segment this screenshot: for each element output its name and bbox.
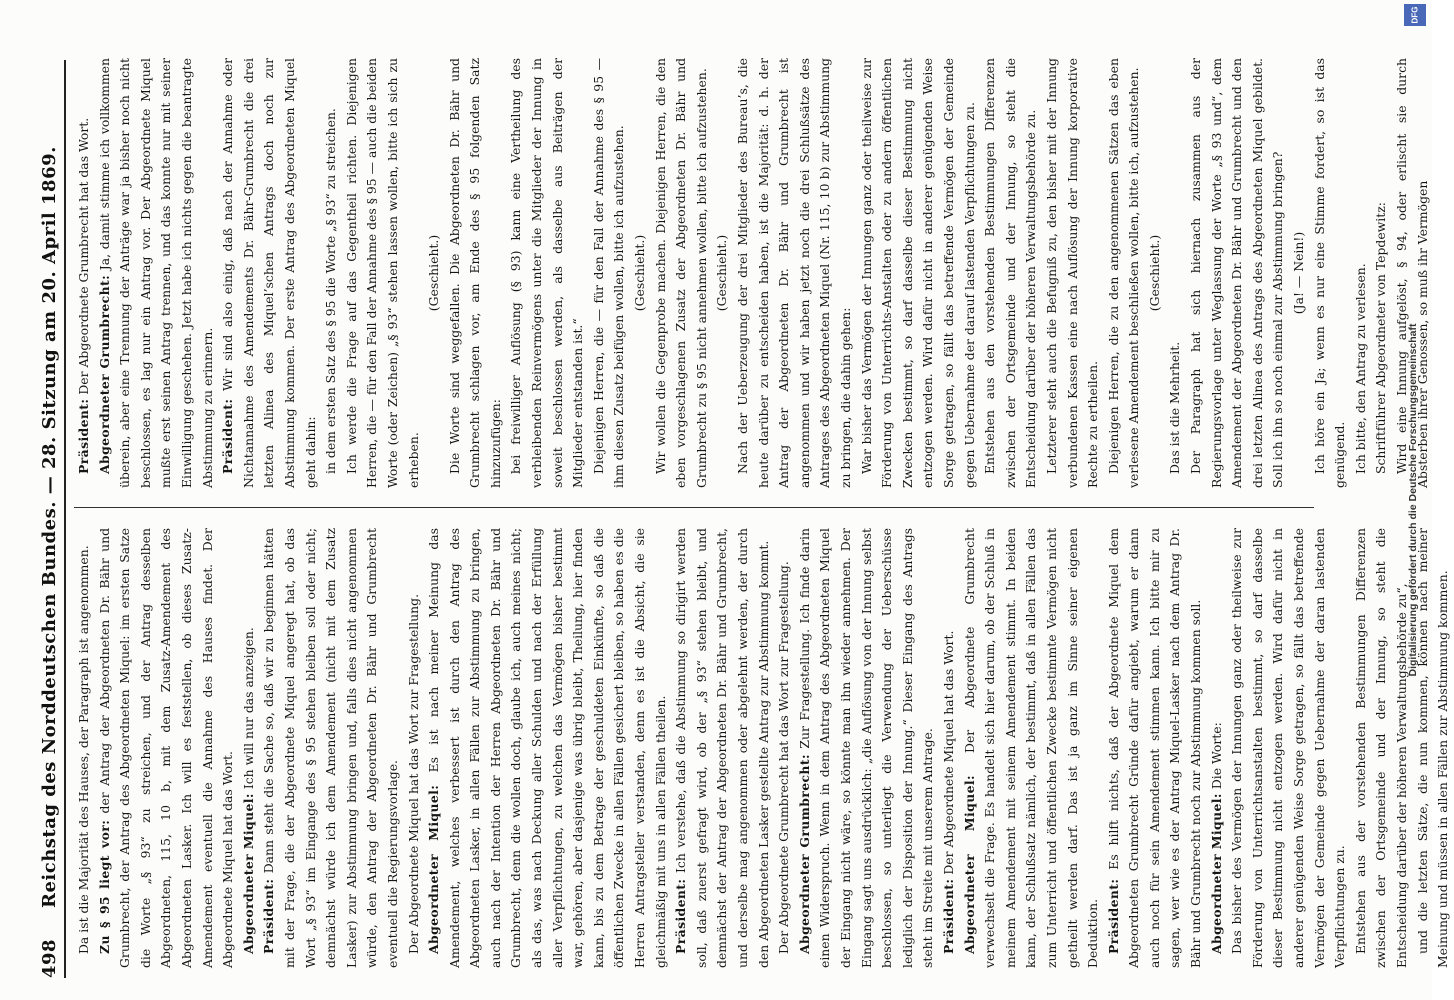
right-column-paragraph: Diejenigen Herren, die zu den angenommenen Sätzen das eben verlesene Amendement beschließen wollen, bitte ich, aufzustehen.	[1105, 58, 1142, 488]
left-column-paragraph: Abgeordneter Miquel: Ich will nur das anzeigen.	[240, 627, 256, 954]
digitization-credit	[1402, 0, 1424, 1000]
left-column-paragraph: Abgeordneter Miquel: Die Worte:	[1208, 722, 1224, 954]
speaker-name: Abgeordneter Grumbrecht:	[96, 274, 112, 474]
speaker-name: Präsident:	[673, 878, 689, 954]
right-column-paragraph: Das ist die Mehrheit.	[1167, 341, 1183, 474]
dfg-logo-text: DFG	[1410, 6, 1420, 24]
right-column-paragraph: Ich höre ein Ja; wenn es nur eine Stimme fordert, so ist das genügend.	[1311, 58, 1348, 488]
text-column-right	[74, 58, 1433, 488]
left-column-paragraph: Präsident: Dann steht die Sache so, daß wir zu beginnen hätten mit der Frage, die der Abgeordnete Miquel angeregt hat, ob das Wort „§ 93“ im Eingange des § 95 stehen bleiben soll oder nicht; demnächst würde ich dem Amendement (nicht mit dem Zusatz Lasker) zur Abstimmung bringen und, falls dies nicht angenommen würde, den Antrag der Abgeordneten Dr. Bähr und Grumbrecht eventuell die Regierungsvorlage.	[261, 528, 400, 968]
left-column-paragraph: Zu § 95 liegt vor: der Antrag der Abgeordneten Dr. Bähr und Grumbrecht, der Antrag des Abgeordneten Miquel: im ersten Satze die Worte „§ 93“ zu streichen, und der Antrag desselben Abgeordneten, 115, 10 b, mit dem Zusatz-Amendement des Abgeordneten Lasker. Ich will es feststellen, ob dieses Zusatz-Amendement eventuell die Annahme des Hauses findet. Der Abgeordnete Miquel hat das Wort.	[96, 528, 236, 968]
speaker-name: Abgeordneter Miquel:	[961, 775, 977, 954]
right-column-paragraph: (Geschieht.)	[1146, 234, 1162, 312]
right-column-paragraph: Diejenigen Herren, die — für den Fall der Annahme des § 95 — ihm diesen Zusatz beifügen wollen, bitte ich aufzustehen.	[590, 58, 627, 488]
right-column-paragraph: (Ja! — Nein!)	[1291, 231, 1307, 315]
right-column-paragraph: Der Paragraph hat sich hiernach zusammen aus der Regierungsvorlage unter Weglassung der Worte „§ 93 und“, dem Amendement der Abgeordneten Dr. Bähr und Grumbrecht und den drei letzten Alinea des Antrags des Abgeordneten Miquel gebildet. Soll ich ihn so noch einmal zur Abstimmung bringen?	[1188, 58, 1286, 488]
left-column-paragraph: Da ist die Majorität des Hauses, der Paragraph ist angenommen.	[76, 545, 91, 954]
left-column-paragraph: Abgeordneter Miquel: Der Abgeordnete Grumbrecht verwechselt die Frage. Es handelt sich hier darum, ob der Schluß in meinem Amendement mit seinem Amendement stimmt. In beiden kann, der Schlußsatz nämlich, der bestimmt, daß in allen Fällen das zum Unterricht und öffentlichen Zwecke bestimmte Vermögen nicht getheilt werden darf. Das ist ja ganz im Sinne seiner eigenen Deduktion.	[961, 528, 1101, 968]
left-column-paragraph: Abgeordneter Miquel: Es ist nach meiner Meinung das Amendement, welches verbessert ist durch den Antrag des Abgeordneten Lasker, in allen Fällen zur Abstimmung zu bringen, auch nach der Intention der Herren Abgeordneten Dr. Bähr und Grumbrecht, denn die wollen doch, glaube ich, auch meines nicht; als das, was nach Deckung aller Schulden und nach der Erfüllung aller Verpflichtungen, zu welchen das Vermögen bisher bestimmt war, gehören, aber dasjenige was übrig bleibt, Theilung, hier finden kann, bis zu dem Betrage der geschuldeten Einkünfte, so daß die öffentlichen Zwecke in allen Fällen gesichert bleiben, so haben es die Herren Antragsteller verstanden, denn es ist die Absicht, die sie gleichmäßig mit uns in allen Fällen theilen.	[426, 528, 668, 968]
left-column-paragraph: Abgeordneter Grumbrecht: Zur Fragestellung. Ich finde darin einen Widerspruch. Wenn in dem Antrag des Abgeordneten Miquel der Eingang nicht wäre, so könnte man ihn wieder annehmen. Der Eingang sagt uns ausdrücklich: „die Auflösung von der Innung selbst beschlossen, so unterliegt die Verwendung der Ueberschüsse lediglich der Disposition der Innung.“ Dieser Eingang des Antrags steht im Streite mit unserem Antrage.	[796, 528, 936, 968]
dfg-logo	[1404, 4, 1426, 26]
right-column-paragraph: Abgeordneter Grumbrecht: Ja, damit stimme ich vollkommen überein, aber eine Trennung der Anträge war ja bisher noch nicht beschlossen, es lag nur ein Antrag vor. Der Abgeordnete Miquel mußte erst seinen Antrag trennen, und das konnte nur mit seiner Einwilligung geschehen. Jetzt habe ich nichts gegen die beantragte Abstimmung zu erinnern.	[96, 58, 215, 488]
running-title: Reichstag des Norddeutschen Bundes. — 28. Sitzung am 20. April 1869.	[39, 146, 60, 908]
right-column-paragraph: Ich werde die Frage auf das Gegentheil richten. Diejenigen Herren, die — für den Fall der Annahme des § 95 — auch die beiden Worte (oder Zeichen) „§ 93“ stehen lassen wollen, bitte ich sich zu erheben.	[343, 58, 421, 488]
speaker-name: Abgeordneter Miquel:	[240, 793, 256, 954]
right-column-paragraph: Präsident: Wir sind also einig, daß nach der Annahme oder Nichtannahme des Amendements Dr. Bähr-Grumbrecht die drei letzten Alinea des Miquel’schen Antrags doch noch zur Abstimmung kommen. Der erste Antrag des Abgeordneten Miquel geht dahin:	[220, 58, 318, 488]
right-column-paragraph: Letzterer steht auch die Befugniß zu, den bisher mit der Innung verbundenen Kassen eine nach Auflösung der Innung korporative Rechte zu ertheilen.	[1043, 58, 1101, 488]
right-column-paragraph: Entstehen aus den vorstehenden Bestimmungen Differenzen zwischen der Ortsgemeinde und der Innung, so steht die Entscheidung darüber der höheren Verwaltungsbehörde zu.	[982, 58, 1039, 488]
speaker-name: Präsident:	[76, 398, 91, 474]
right-column-paragraph: (Geschieht.)	[714, 234, 730, 312]
right-column-paragraph: Nach der Ueberzeugung der drei Mitglieder des Bureau’s, die heute darüber zu entscheiden haben, ist die Majorität: d. h. der Antrag der Abgeordneten Dr. Bähr und Grumbrecht ist angenommen und wir haben jetzt noch die drei Schlußsätze des Antrages des Abgeordneten Miquel (Nr. 115, 10 b) zur Abstimmung zu bringen, die dahin gehen:	[735, 58, 853, 488]
speaker-name: Abgeordneter Miquel:	[1208, 793, 1224, 954]
left-column-paragraph: Das bisher des Vermögen der Innungen ganz oder theilweise zur Förderung von Unterrichtsanstalten bestimmt, so darf dasselbe dieser Bestimmung nicht entzogen werden. Wird dafür nicht in anderer genügenden Weise Sorge getragen, so fällt das betreffende Vermögen der Gemeinde gegen Uebernahme der daran lastenden Verpflichtungen zu.	[1229, 528, 1348, 968]
running-header	[30, 60, 66, 978]
right-column-paragraph: Ich bitte, den Antrag zu verlesen.	[1352, 263, 1368, 474]
right-column-paragraph: Präsident: Der Abgeordnete Grumbrecht hat das Wort.	[76, 117, 91, 474]
right-column-paragraph: Wir wollen die Gegenprobe machen. Diejenigen Herren, die den eben vorgeschlagenen Zusatz der Abgeordneten Dr. Bähr und Grumbrecht zu § 95 nicht annehmen wollen, bitte ich aufzustehen.	[652, 58, 709, 488]
text-column-left	[74, 528, 1454, 968]
speaker-name: Abgeordneter Miquel:	[426, 784, 442, 954]
column-rule	[74, 507, 1314, 508]
right-column-paragraph: Wird eine Innung aufgelöst, § 94, oder erlischt sie durch Absterben ihrer Genossen, so muß ihr Vermögen	[1394, 58, 1430, 488]
credit-text: Digitalisierung gefördert durch die Deutsche Forschungsgemeinschaft	[1407, 323, 1419, 677]
left-column-paragraph: Präsident: Der Abgeordnete Miquel hat das Wort.	[940, 630, 956, 954]
speaker-name: Präsident:	[1105, 878, 1121, 954]
speaker-name: Zu § 95 liegt vor:	[96, 819, 112, 954]
page-number: 498	[39, 938, 60, 978]
right-column-paragraph: War bisher das Vermögen der Innungen ganz oder theilweise zur Förderung von Unterrichts-Anstalten oder zu andern öffentlichen Zwecken bestimmt, so darf dasselbe dieser Bestimmung nicht entzogen werden. Wird dafür nicht in anderer genügenden Weise Sorge getragen, so fällt das betreffende Vermögen der Gemeinde gegen Uebernahme der darauf lastenden Verpflichtungen zu.	[858, 58, 977, 488]
left-column-paragraph: Präsident: Ich verstehe, daß die Abstimmung so dirigirt werden soll, daß zuerst gefragt wird, ob der „§ 93“ stehen bleibt, und demnächst der Antrag der Abgeordneten Dr. Bähr und Grumbrecht, und derselbe mag angenommen oder abgelehnt werden, der durch den Abgeordneten Lasker gestellte Antrag zur Abstimmung kommt.	[673, 528, 771, 968]
right-column-paragraph: (Geschieht.)	[632, 234, 648, 312]
right-column-paragraph: (Geschieht.)	[426, 234, 442, 312]
left-column-paragraph: und die letzten Sätze, die nun kommen, können nach meiner Meinung und müssen in allen Fällen zur Abstimmung kommen.	[1414, 528, 1451, 968]
left-column-paragraph: Der Abgeordnete Miquel hat das Wort zur Fragestellung.	[405, 593, 421, 954]
left-column-paragraph: Der Abgeordnete Grumbrecht hat das Wort zur Fragestellung.	[776, 561, 792, 954]
speaker-name: Abgeordneter Grumbrecht:	[796, 754, 812, 954]
right-column-paragraph: bei freiwilliger Auflösung (§ 93) kann eine Vertheilung des verbleibenden Reinvermögens unter die Mitglieder der Innung in soweit beschlossen werden, als dasselbe aus Beiträgen der Mitglieder entstanden ist.“	[508, 58, 586, 488]
right-column-paragraph: Die Worte sind weggefallen. Die Abgeordneten Dr. Bähr und Grumbrecht schlagen vor, am Ende des § 95 folgenden Satz hinzuzufügen:	[446, 58, 503, 488]
right-column-paragraph: Schriftführer Abgeordneter von Tepdewitz:	[1373, 202, 1389, 474]
speaker-name: Präsident:	[940, 878, 956, 954]
speaker-name: Präsident:	[261, 878, 277, 954]
left-column-paragraph: Entstehen aus der vorstehenden Bestimmungen Differenzen zwischen der Ortsgemeinde und der Innung, so steht die Entscheidung darüber der höheren Verwaltungsbehörde zu“,	[1352, 528, 1409, 968]
right-column-paragraph: in dem ersten Satz des § 95 die Worte „§ 93“ zu streichen.	[323, 108, 339, 474]
speaker-name: Präsident:	[220, 398, 236, 474]
left-column-paragraph: Präsident: Es hilft nichts, daß der Abgeordnete Miquel dem Abgeordneten Grumbrecht Gründe dafür angiebt, warum er dann auch noch für sein Amendement stimmen kann. Ich bitte mir zu sagen, wer wie es der Antrag Miquel-Lasker nach dem Antrag Dr. Bähr und Grumbrecht noch zur Abstimmung kommen soll.	[1105, 528, 1204, 968]
